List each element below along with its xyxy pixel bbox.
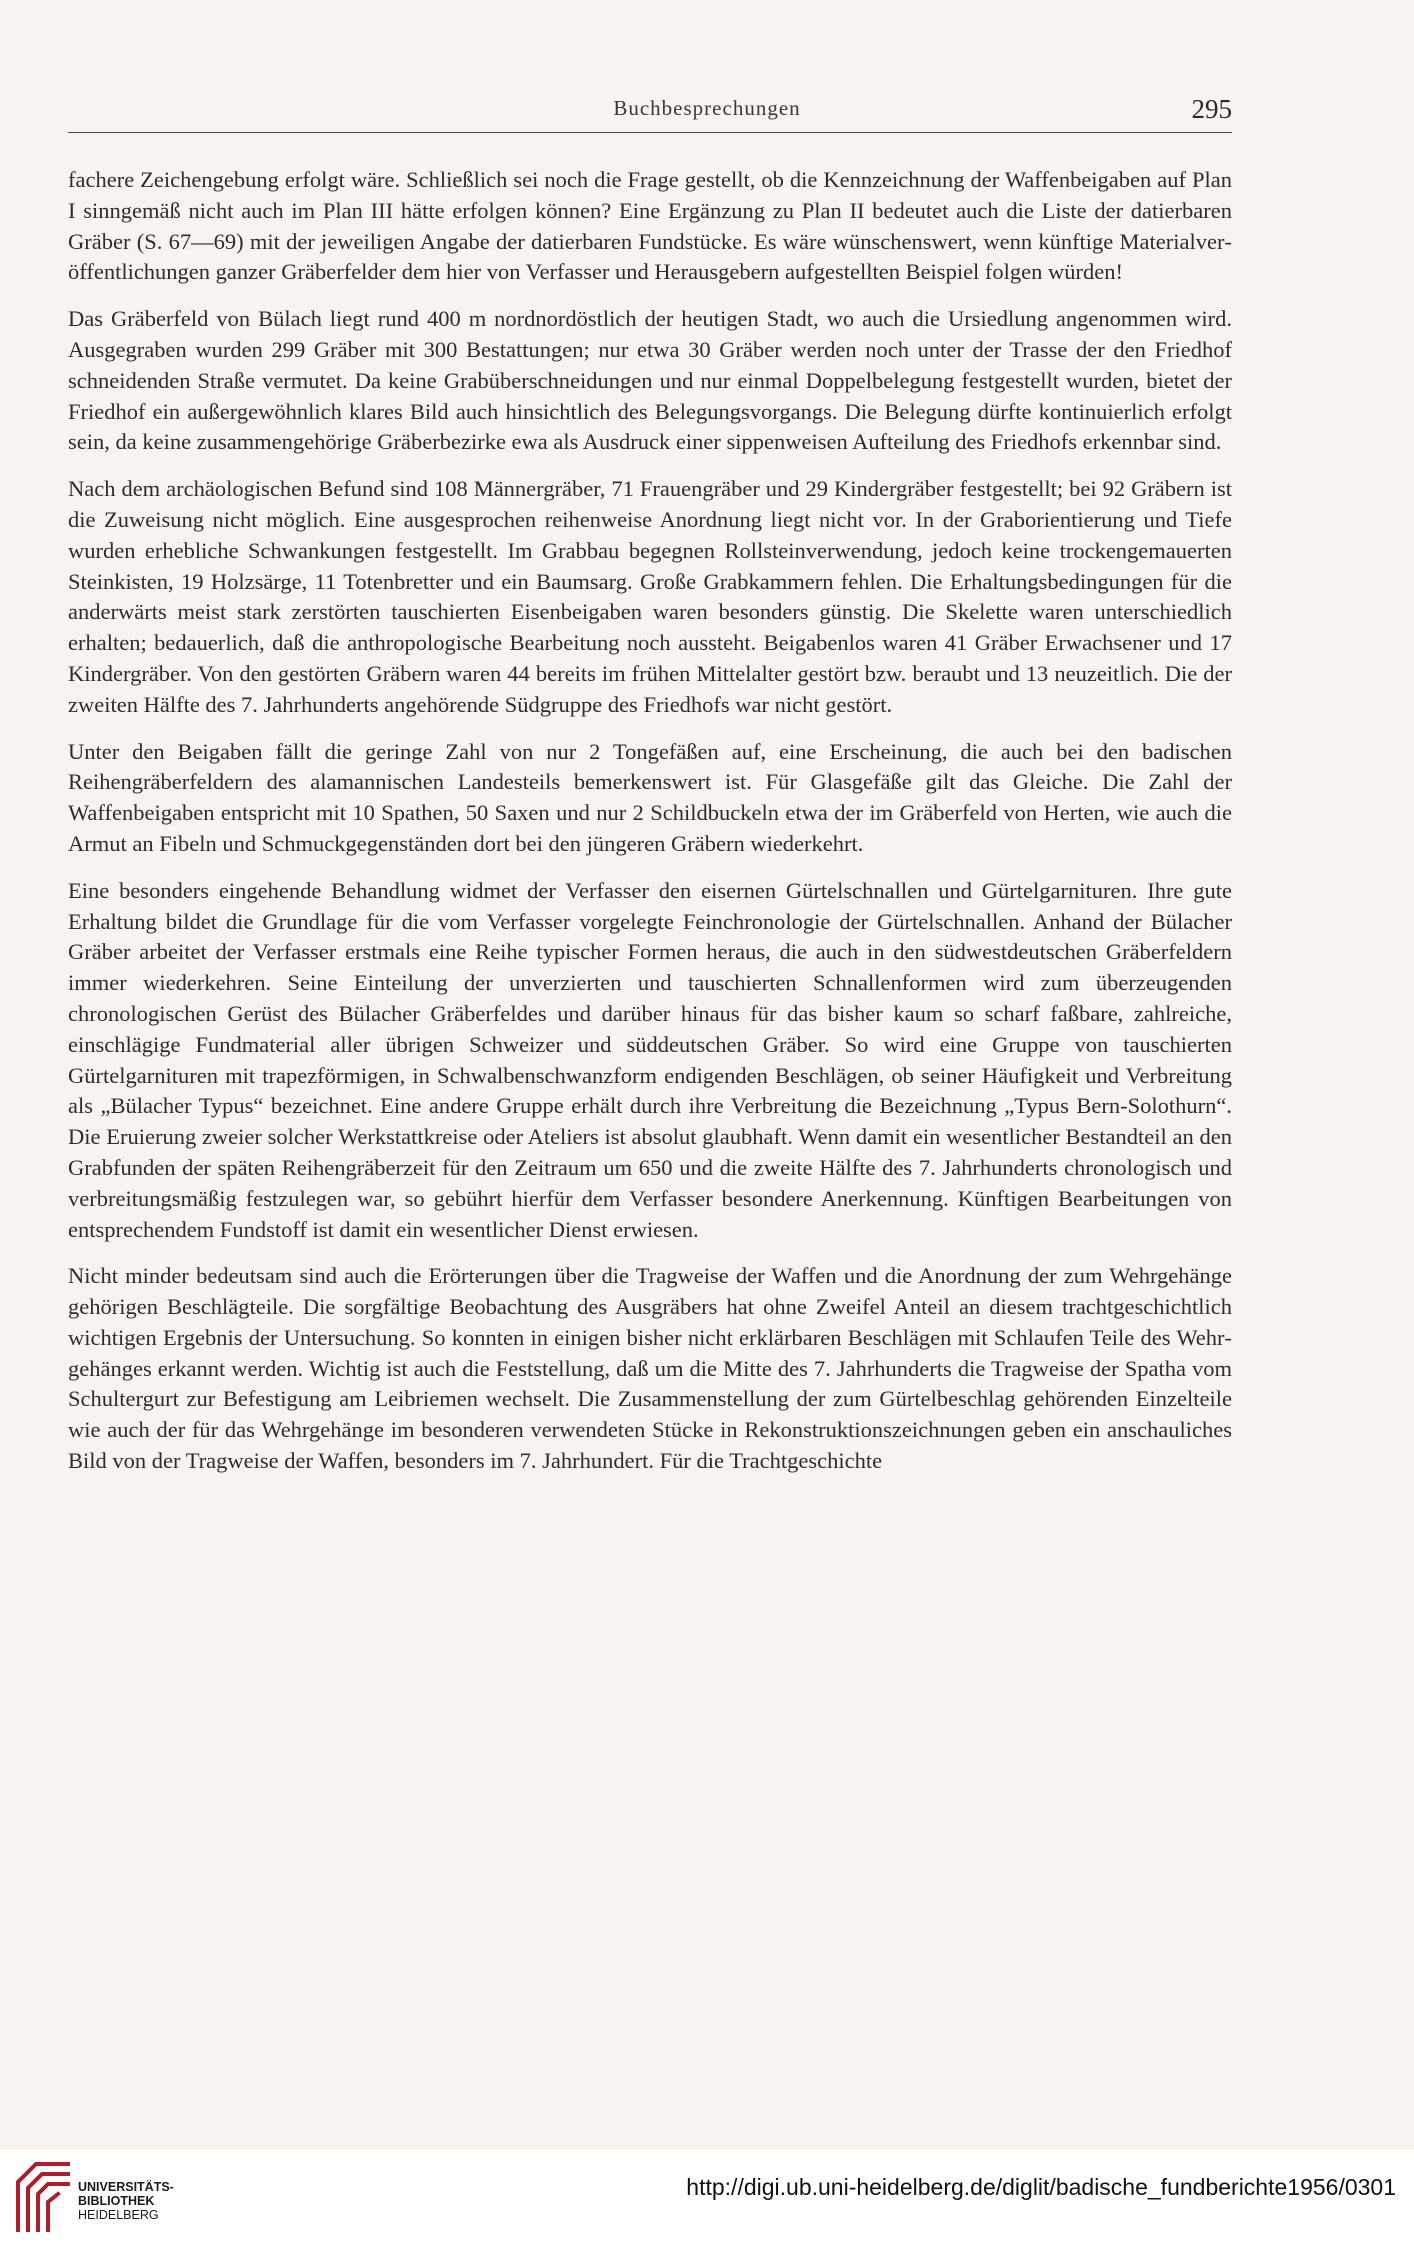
header-rule bbox=[68, 132, 1232, 133]
library-name[interactable] bbox=[78, 2180, 174, 2222]
body-text bbox=[68, 165, 1232, 1493]
library-name-line: BIBLIOTHEK bbox=[78, 2194, 155, 2208]
paragraph: Eine besonders eingehende Behandlung widmet der Verfasser den eisernen Gürtelschnallen und Gürtelgarnituren. Ihre gute Erhaltung bildet die Grundlage für die vom Verfasser vorgelegte Feinchronologie der Gürtelschnallen. Anhand der Bülacher Gräber arbeitet der Verfasser erstmals eine Reihe typischer Formen heraus, die auch in den südwestdeutschen Gräberfeldern immer wiederkehren. Seine Einteilung der unverzierten und tauschierten Schnallenformen wird zum überzeugenden chronologischen Gerüst des Bülacher Gräberfeldes und darüber hinaus für das bisher kaum so scharf faßbare, zahlreiche, einschlägige Fundmaterial aller übrigen Schweizer und süddeutschen Gräber. So wird eine Gruppe von tauschierten Gürtelgarnituren mit trapezförmigen, in Schwalbenschwanzform endigenden Beschlägen, ob seiner Häufigkeit und Verbreitung als „Bülacher Typus“ bezeichnet. Eine andere Gruppe erhält durch ihre Verbreitung die Bezeichnung „Typus Bern-Solothurn“. Die Eruierung zweier solcher Werkstattkreise oder Ateliers ist absolut glaubhaft. Wenn damit ein wesentlicher Bestandteil an den Grabfunden der späten Reihengräberzeit für den Zeitraum um 650 und die zweite Hälfte des 7. Jahrhunderts chronologisch und verbreitungsmäßig festzulegen war, so gebührt hierfür dem Verfasser besondere Anerkennung. Künftigen Bearbeitungen von entsprechendem Fundstoff ist damit ein wesentlicher Dienst erwiesen. bbox=[68, 877, 1232, 1242]
source-url-link[interactable]: http://digi.ub.uni-heidelberg.de/diglit/badische_fundberichte1956/0301 bbox=[686, 2174, 1396, 2200]
running-head: Buchbesprechungen bbox=[613, 96, 801, 120]
paragraph: Unter den Beigaben fällt die geringe Zahl von nur 2 Tongefäßen auf, eine Erscheinung, die auch bei den badischen Reihengräberfeldern des alamannischen Landesteils bemerkenswert ist. Für Glasgefäße gilt das Gleiche. Die Zahl der Waffenbeigaben entspricht mit 10 Spathen, 50 Saxen und nur 2 Schildbuckeln etwa der im Gräberfeld von Herten, wie auch die Armut an Fibeln und Schmuckgegenständen dort bei den jüngeren Gräbern wiederkehrt. bbox=[68, 738, 1232, 856]
paragraph: Das Gräberfeld von Bülach liegt rund 400 m nordnordöstlich der heutigen Stadt, wo auch die Ursiedlung angenommen wird. Ausgegraben wurden 299 Gräber mit 300 Bestattungen; nur etwa 30 Gräber werden noch unter der Trasse der den Friedhof schneidenden Straße vermutet. Da keine Grabüberschneidungen und nur einmal Doppelbelegung festgestellt wurden, bietet der Friedhof ein außergewöhnlich klares Bild auch hinsichtlich des Belegungsvorgangs. Die Belegung dürfte kontinuierlich erfolgt sein, da keine zusammengehörige Gräberbezirke ewa als Ausdruck einer sippenweisen Aufteilung des Friedhofs erkennbar sind. bbox=[68, 306, 1232, 455]
page-number: 295 bbox=[1191, 94, 1232, 124]
paragraph: Nicht minder bedeutsam sind auch die Erörterungen über die Tragweise der Waffen und die Anordnung der zum Wehrgehänge gehörigen Beschlägteile. Die sorgfältige Beobachtung des Ausgräbers hat ohne Zweifel Anteil an diesem trachtgeschichtlich wichtigen Ergebnis der Untersuchung. So konnten in einigen bisher nicht erklärbaren Beschlägen mit Schlaufen Teile des Wehrgehänges erkannt werden. Wichtig ist auch die Feststellung, daß um die Mitte des 7. Jahrhunderts die Tragweise der Spatha vom Schultergurt zur Befestigung am Leibriemen wechselt. Die Zusammenstellung der zum Gürtelbeschlag gehörenden Einzelteile wie auch der für das Wehrgehänge im besonderen verwendeten Stücke in Rekonstruktionszeichnungen geben ein anschauliches Bild von der Tragweise der Waffen, besonders im 7. Jahrhundert. Für die Trachtgeschichte bbox=[68, 1263, 1232, 1474]
university-library-logo-icon[interactable] bbox=[14, 2160, 72, 2232]
paragraph: Nach dem archäologischen Befund sind 108 Männergräber, 71 Frauengräber und 29 Kindergräber festgestellt; bei 92 Gräbern ist die Zuweisung nicht möglich. Eine ausgesprochen reihenweise Anordnung liegt nicht vor. In der Graborientierung und Tiefe wurden erhebliche Schwankungen festgestellt. Im Grabbau begegnen Rollsteinverwendung, jedoch keine trockengemauerten Steinkisten, 19 Holzsärge, 11 Totenbretter und ein Baumsarg. Große Grabkammern fehlen. Die Erhaltungsbedingungen für die anderwärts meist stark zerstörten tauschierten Eisenbeigaben waren besonders günstig. Die Skelette waren unterschiedlich erhalten; bedauerlich, daß die anthropologische Bearbeitung noch aussteht. Beigabenlos waren 41 Gräber Erwachsener und 17 Kindergräber. Von den gestörten Gräbern waren 44 bereits im frühen Mittelalter gestört bzw. beraubt und 13 neuzeitlich. Die der zweiten Hälfte des 7. Jahrhunderts angehörende Südgruppe des Friedhofs war nicht gestört. bbox=[68, 476, 1232, 717]
paragraph: fachere Zeichengebung erfolgt wäre. Schließlich sei noch die Frage gestellt, ob die Kennzeichnung der Waffenbeigaben auf Plan I sinngemäß nicht auch im Plan III hätte erfolgen können? Eine Ergänzung zu Plan II bedeutet auch die Liste der datierbaren Gräber (S. 67—69) mit der jeweiligen Angabe der datierbaren Fundstücke. Es wäre wünschenswert, wenn künftige Materialveröffentlichungen ganzer Gräberfelder dem hier von Verfasser und Herausgebern aufgestellten Beispiel folgen würden! bbox=[68, 167, 1232, 285]
library-name-line: HEIDELBERG bbox=[78, 2208, 159, 2222]
library-name-line: UNIVERSITÄTS- bbox=[78, 2180, 174, 2194]
